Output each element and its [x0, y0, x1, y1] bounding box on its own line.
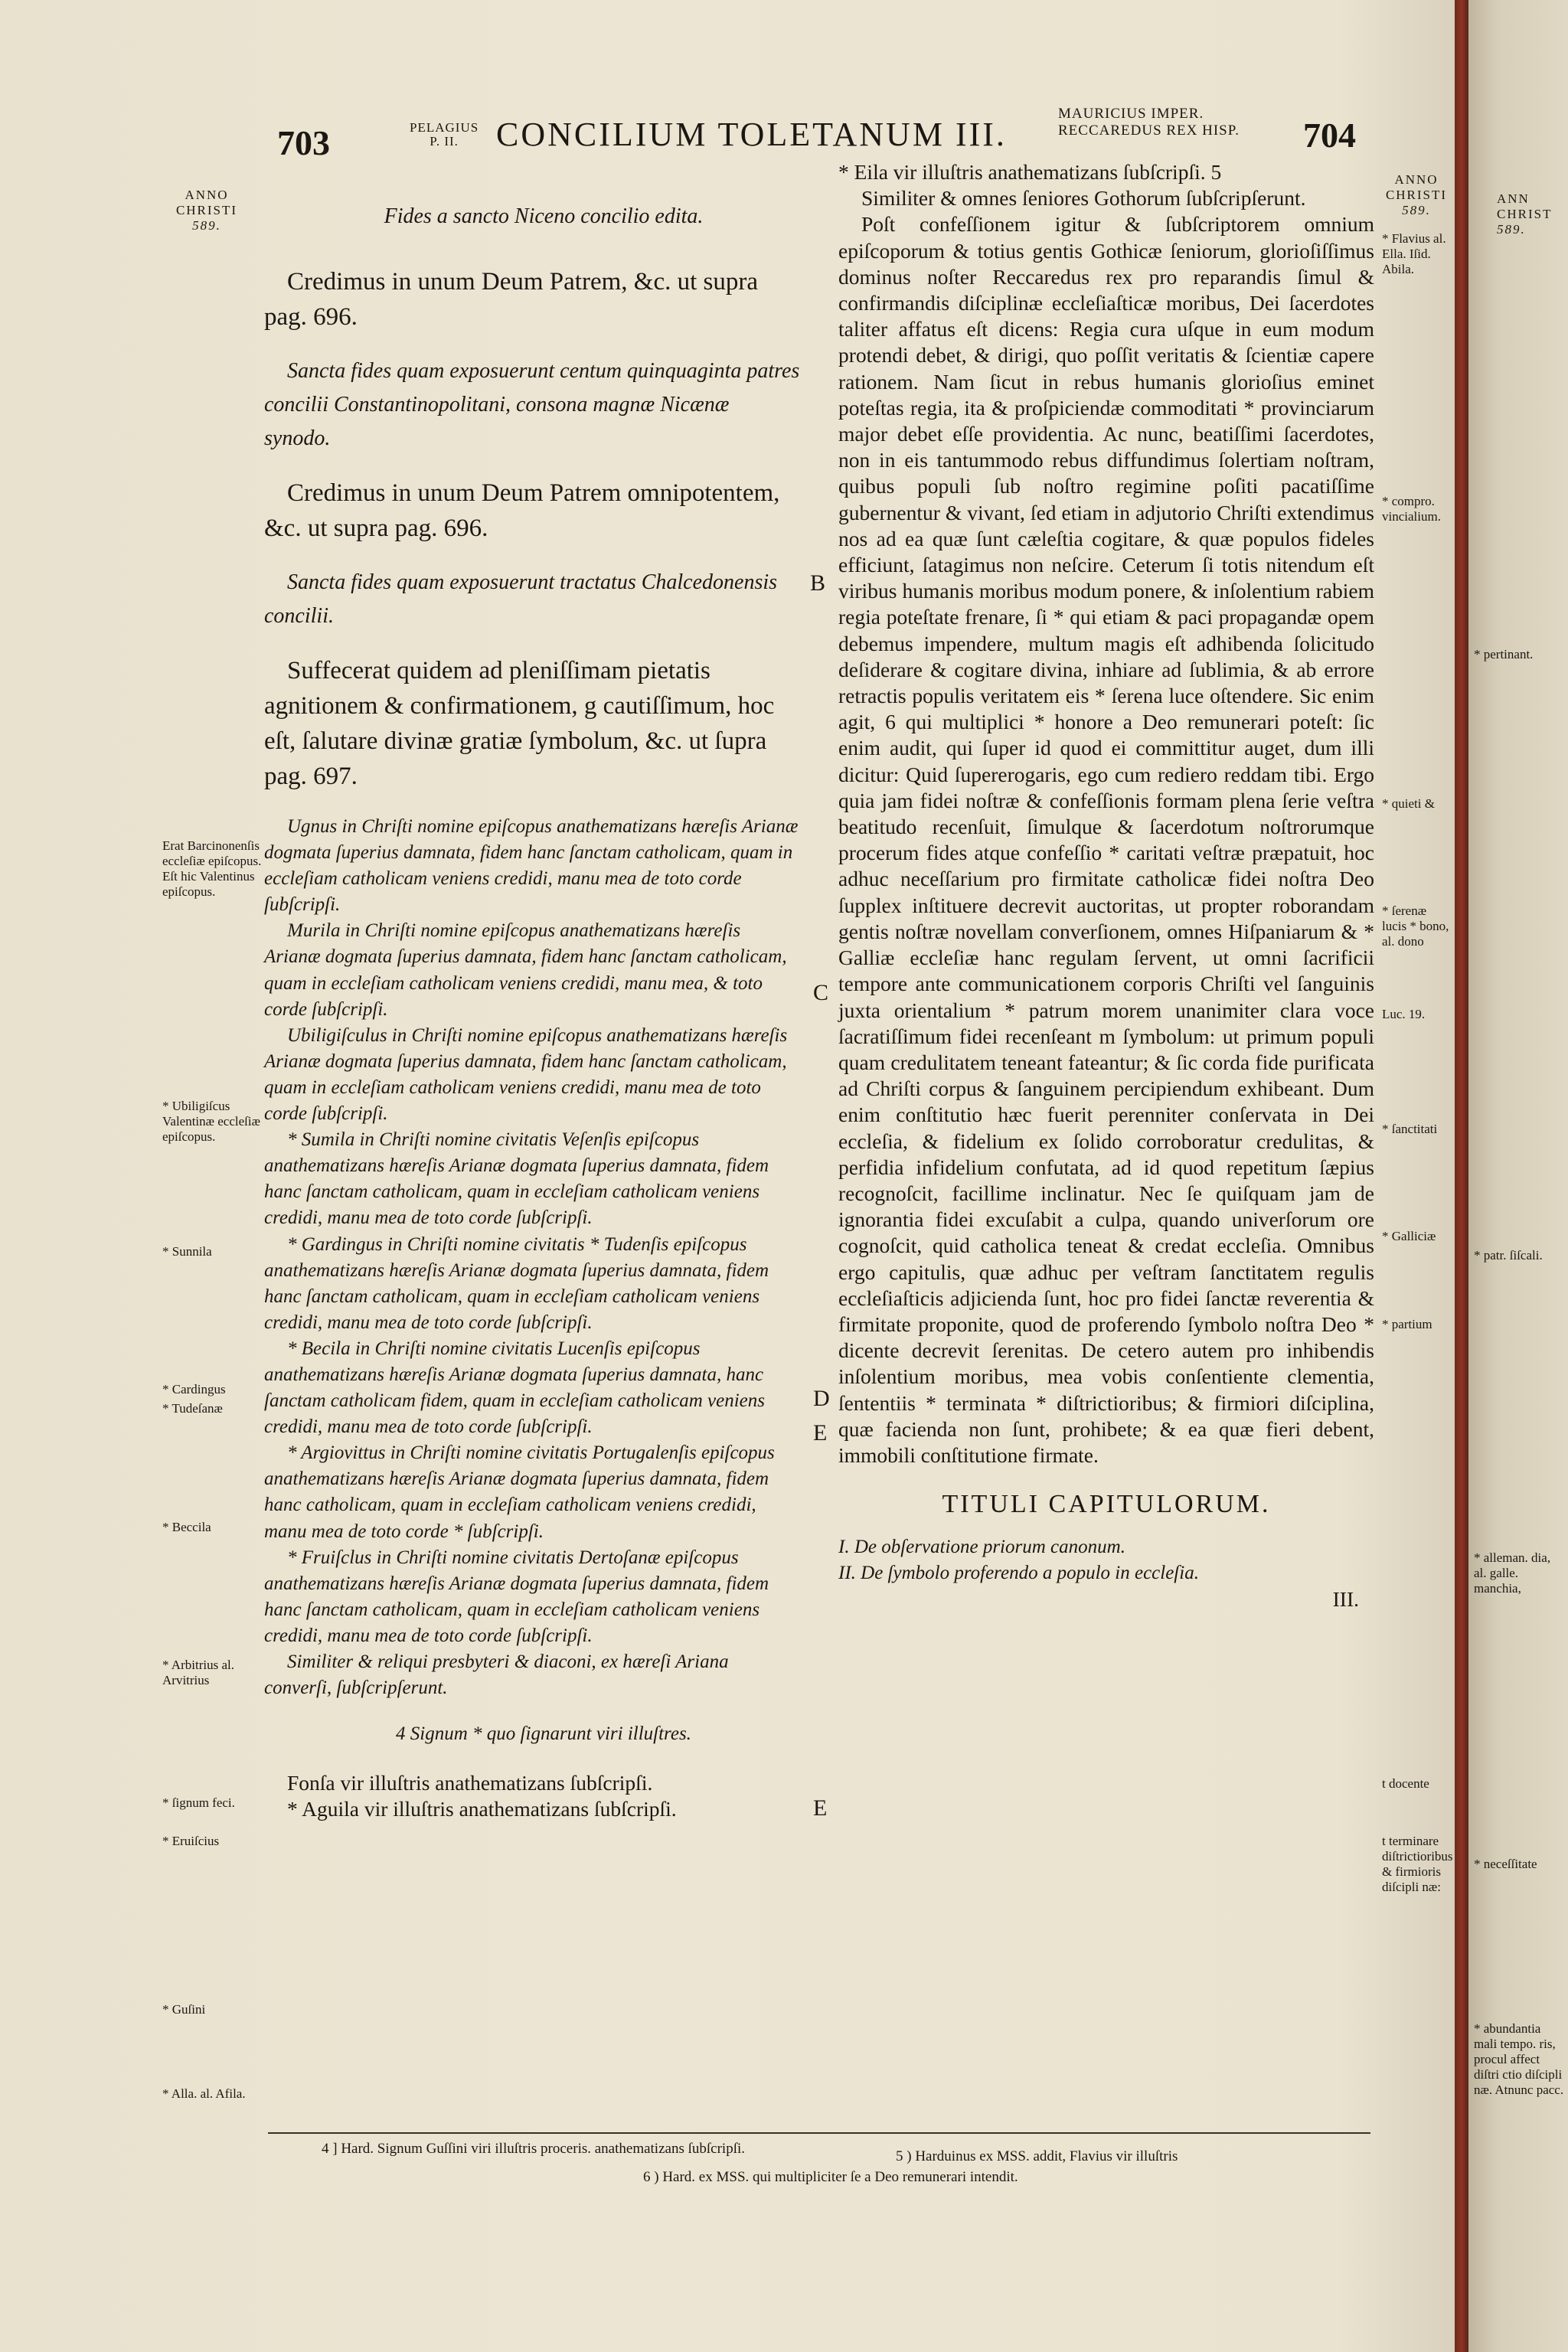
left-paragraph: Sancta fides quam exposuerunt centum quinquaginta patres concilii Constantinopolitani, consona magnæ Nicænæ synodo.: [264, 359, 800, 450]
page-title: CONCILIUM TOLETANUM III.: [496, 116, 1007, 153]
left-margin-note: * Guſini: [162, 2002, 206, 2017]
footnote-6: 6 ) Hard. ex MSS. qui multipliciter ſe a Deo remunerari intendit.: [643, 2169, 1018, 2185]
left-paragraph: Ubiligiſculus in Chriſti nomine epiſcopus anathematizans hæreſis Arianæ dogmata ſuperius damnata, fidem hanc ſanctam catholicam, quam in eccleſiam catholicam veniens credidi, manu mea de toto corde ſubſcripſi.: [264, 1024, 788, 1125]
right-margin-note: Luc. 19.: [1382, 1007, 1426, 1021]
section-letter: C: [813, 980, 829, 1005]
section-letter: E: [813, 1795, 828, 1821]
anno-right-line3: 589.: [1402, 203, 1431, 217]
right-margin-note: * ſanctitati: [1382, 1122, 1438, 1136]
left-paragraph: * Sumila in Chriſti nomine civitatis Veſenſis epiſcopus anathematizans hæreſis Arianæ dogmata ſuperius damnata, fidem hanc ſanctam catholicam, quam in eccleſiam catholicam veniens credidi, manu mea de toto corde ſubſcripſi.: [264, 1129, 769, 1229]
right-margin-note: * Galliciæ: [1382, 1229, 1436, 1243]
pelagius-label: PELAGIUS: [410, 120, 479, 135]
right-margin-note: t terminare diſtrictioribus & firmioris diſcipli næ:: [1382, 1834, 1453, 1894]
mauricius-label: MAURICIUS IMPER.: [1058, 106, 1204, 122]
pelagius-heading: [410, 121, 479, 149]
footnote-5: 5 ) Harduinus ex MSS. addit, Flavius vir illuſtris: [896, 2148, 1178, 2164]
left-margin-note: * Beccila: [162, 1520, 211, 1534]
right-margin-note: * Flavius al. Ella. Iſid. Abila.: [1382, 231, 1446, 276]
tituli-list: [838, 1534, 1374, 1586]
anno-right-line2: CHRISTI: [1385, 188, 1448, 202]
left-page-number: 703: [277, 123, 330, 162]
far-margin-note: * pertinant.: [1474, 647, 1534, 662]
anno-far-line1: ANN: [1497, 191, 1530, 206]
left-margin-note: * Cardingus: [162, 1382, 226, 1396]
binding-edge: [1455, 0, 1468, 2352]
opening-line-1: * Eila vir illuſtris anathematizans ſubſcripſi. 5: [838, 160, 1222, 184]
left-paragraph: Credimus in unum Deum Patrem omnipotentem, &c. ut supra pag. 696.: [264, 479, 780, 542]
left-margin-note: * Eruiſcius: [162, 1834, 220, 1848]
left-paragraph: * Argiovittus in Chriſti nomine civitatis Portugalenſis epiſcopus anathematizans hæreſis Arianæ dogmata ſuperius damnata, fidem hanc catholicam, quam in eccleſiam catholicam veniens credidi, manu mea de toto corde * ſubſcripſi.: [264, 1442, 775, 1542]
left-column: [264, 195, 800, 1822]
left-paragraph: Credimus in unum Deum Patrem, &c. ut supra pag. 696.: [264, 268, 758, 331]
left-margin-note: * Arbitrius al. Arvitrius: [162, 1658, 234, 1687]
anno-right-line1: ANNO: [1394, 172, 1439, 187]
right-column: [838, 159, 1374, 1612]
left-paragraph: * Becila in Chriſti nomine civitatis Lucenſis epiſcopus anathematizans hæreſis Arianæ dogmata ſuperius damnata, hanc ſanctam catholicam fidem, quam in eccleſiam catholicam veniens credidi, manu mea de toto corde ſubſcripſi.: [264, 1338, 765, 1438]
anno-left-line3: 589.: [192, 218, 221, 233]
right-margin-note: * partium: [1382, 1317, 1432, 1331]
far-margin-note: * abundantia mali tempo. ris, procul affect diſtri ctio diſcipli næ. Atnunc pacc.: [1474, 2021, 1564, 2097]
left-margin-note: * Tudeſanæ: [162, 1401, 223, 1416]
left-paragraph: Sancta fides quam exposuerunt tractatus Chalcedonensis concilii.: [264, 570, 778, 628]
right-page-number: 704: [1303, 116, 1356, 155]
footnote-rule: [268, 2132, 1370, 2134]
left-paragraph: * Gardingus in Chriſti nomine civitatis * Tudenſis epiſcopus anathematizans hæreſis Arianæ dogmata ſuperius damnata, fidem hanc ſanctam catholicam, quam in eccleſiam catholicam veniens credidi, manu mea de toto corde ſubſcripſi.: [264, 1233, 769, 1333]
left-paragraph: * Fruiſclus in Chriſti nomine civitatis Dertoſanæ epiſcopus anathematizans hæreſis Arianæ dogmata ſuperius damnata, fidem hanc ſanctam catholicam, quam in eccleſiam catholicam veniens credidi, manu mea de toto corde ſubſcripſi.: [264, 1547, 769, 1646]
left-paragraph: 4 Signum * quo ſignarunt viri illuſtres.: [396, 1723, 691, 1745]
far-margin-note: * neceſſitate: [1474, 1857, 1537, 1871]
footnote-4: 4 ] Hard. Signum Guſſini viri illuſtris proceris. anathematizans ſubſcripſi.: [322, 2141, 746, 2157]
left-paragraph: Fides a sancto Niceno concilio edita.: [384, 204, 704, 228]
catchword: III.: [1332, 1587, 1359, 1612]
right-margin-note: * quieti &: [1382, 796, 1435, 811]
left-paragraph: * Aguila vir illuſtris anathematizans ſubſcripſi.: [287, 1797, 677, 1821]
emperor-heading: [1058, 106, 1240, 139]
right-margin-note: t docente: [1382, 1776, 1429, 1791]
left-margin-note: * Ubiligiſcus Valentinæ eccleſiæ epiſcopus.: [162, 1099, 260, 1144]
anno-far-line3: 589.: [1497, 222, 1526, 237]
anno-left: [165, 188, 249, 234]
left-margin-note: * Sunnila: [162, 1244, 212, 1259]
main-body: Poſt confeſſionem igitur & ſubſcriptorem omnium epiſcoporum & totius gentis Gothicæ ſeniorum, glorioſiſſimus dominus noſter Reccaredus rex pro reparandis ſimul & confirmandis diſciplinæ eccleſiaſticæ moribus, Dei ſacerdotes taliter affatus eſt dicens: Regia cura uſque in eum modum protendi debet, & dirigi, quo poſſit veritatis & ſcientiæ capere rationem. Nam ſicut in rebus humanis glorioſius eminet poteſtas regia, ita & proſpiciendæ commoditati * provinciarum major debet eſſe providentia. Ac nunc, beatiſſimi ſacerdotes, non in eis tantummodo rebus diffundimus ſolertiam noſtram, quibus populi ſub noſtro regimine poſiti pacatiſſime gubernentur & vivant, ſed etiam in adjutorio Chriſti extendimus nos ad ea quæ ſunt cæleſtia cogitare, & quæ populos fideles efficiunt, ſatagimus non neſcire. Ceterum ſi totis nitendum eſt viribus humanis moribus modum ponere, & inſolentium rabiem regia poteſtate frenare, ſi * qui etiam & paci propagandæ opem debemus impendere, multum magis eſt adhibenda ſolicitudo deſiderare & cogitare divina, inhiare ad ſublimia, & ab errore retractis populis veritatem eis * ſerena luce oſtendere. Sic enim agit, 6 qui multiplici * honore a Deo remunerari poteſt: ſic enim audit, qui ſuper id quod ei committitur auget, dum illi dicitur: Quid ſupererogaris, ego cum rediero reddam tibi. Ergo quia jam fidei noſtræ & confeſſionis formam plena ſerie veſtra beatitudo recenſuit, ſimulque & ſacerdotum noſtrorumque procerum fides atque confeſſio * caritati veſtræ præpatuit, hoc adhuc neceſſarium pro firmitate catholicæ fidei noſtra Deo ſupplex inſtituere decrevit auctoritas, ut propter roborandam gentis noſtræ novellam converſionem, omnes Hiſpaniarum & * Galliæ eccleſiæ hanc regulam ſervent, ut omni ſacrificii tempore ante communicationem corporis Chriſti vel ſanguinis juxta orientalium * patrum morem unanimiter clara voce ſacratiſſimum fidei recenſeant m ſymbolum: ut primum populi quam credulitatem teneant fateantur; & ſic corda fide purificata ad Chriſti corpus & ſanguinem percipiendum exhibeant. Dum enim conſtitutio hæc fuerit perenniter conſervata in Dei eccleſia, & fidelium ex ſolido corroboratur credulitas, & perfidia infidelium confutata, ad id quod repetitum ſæpius recognoſcit, facillime inclinatur. Nec ſe quiſquam jam de ignorantia fidei excuſabit a culpa, quando univerſorum ore cognoſcit, quid catholica teneat & credat eccleſia. Omnibus ergo capitulis, quæ adhuc per veſtram ſanctitatem regulis eccleſiaſticis adjicienda ſunt, hoc pro fidei ſanctæ reverentia & firmitate proponite, quod de proferendo ſymbolo noſtra Deo * dicente decrevit ſerenitas. De cetero autem pro inhibendis inſolentium moribus, mea vobis conſentiente clementia, ſententiis * terminata * diſtrictioribus; & firmiori diſciplina, quæ facienda non ſunt, prohibete; & ea quæ fieri debent, immobili conſtitutione firmate.: [838, 212, 1374, 1467]
left-margin-note: Erat Barcinonenſis eccleſiæ epiſcopus. Eſt hic Valentinus epiſcopus.: [162, 838, 262, 899]
anno-left-line1: ANNO: [185, 188, 229, 202]
tituli-heading: TITULI CAPITULORUM.: [942, 1490, 1271, 1519]
far-margin-note: * alleman. dia, al. galle. manchia,: [1474, 1550, 1551, 1596]
pelagius-sub: P. II.: [430, 134, 459, 149]
left-margin-note: * ſignum feci.: [162, 1795, 235, 1810]
far-margin-note: * patr. ſiſcali.: [1474, 1248, 1543, 1263]
anno-right: [1382, 172, 1451, 218]
left-paragraph: Similiter & reliqui presbyteri & diaconi, ex hæreſi Ariana converſi, ſubſcripſerunt.: [264, 1651, 729, 1699]
titulus-1: I. De obſervatione priorum canonum.: [838, 1537, 1125, 1558]
right-margin-note: * compro. vincialium.: [1382, 494, 1441, 524]
anno-left-line2: CHRISTI: [175, 203, 238, 217]
left-margin-note: * Alla. al. Afila.: [162, 2086, 246, 2101]
left-paragraph: Fonſa vir illuſtris anathematizans ſubſcripſi.: [287, 1771, 653, 1795]
anno-far-line2: CHRIST: [1497, 207, 1553, 221]
anno-far: [1497, 191, 1566, 237]
reccaredus-label: RECCAREDUS REX HISP.: [1058, 122, 1240, 139]
opening-line-2: Similiter & omnes ſeniores Gothorum ſubſcripſerunt.: [861, 186, 1306, 211]
section-letter: B: [810, 570, 826, 596]
right-margin-note: * ſerenæ lucis * bono, al. dono: [1382, 903, 1449, 949]
titulus-2: II. De ſymbolo proferendo a populo in eccleſia.: [838, 1563, 1199, 1584]
next-page-strip: [1468, 0, 1568, 2352]
section-letter: E: [813, 1420, 828, 1446]
section-letter: D: [813, 1386, 830, 1411]
left-paragraph: Ugnus in Chriſti nomine epiſcopus anathematizans hæreſis Arianæ dogmata ſuperius damnata, fidem hanc ſanctam catholicam, quam in eccleſiam catholicam veniens credidi, manu mea de toto corde ſubſcripſi.: [264, 816, 799, 916]
left-paragraph: Suffecerat quidem ad pleniſſimam pietatis agnitionem & confirmationem, g cautiſſimum, hoc eſt, ſalutare divinæ gratiæ ſymbolum, &c. ut ſupra pag. 697.: [264, 657, 775, 790]
left-paragraph: Murila in Chriſti nomine epiſcopus anathematizans hæreſis Arianæ dogmata ſuperius damnata, fidem hanc ſanctam catholicam, quam in eccleſiam catholicam veniens credidi, manu mea, & toto corde ſubſcripſi.: [264, 920, 787, 1020]
